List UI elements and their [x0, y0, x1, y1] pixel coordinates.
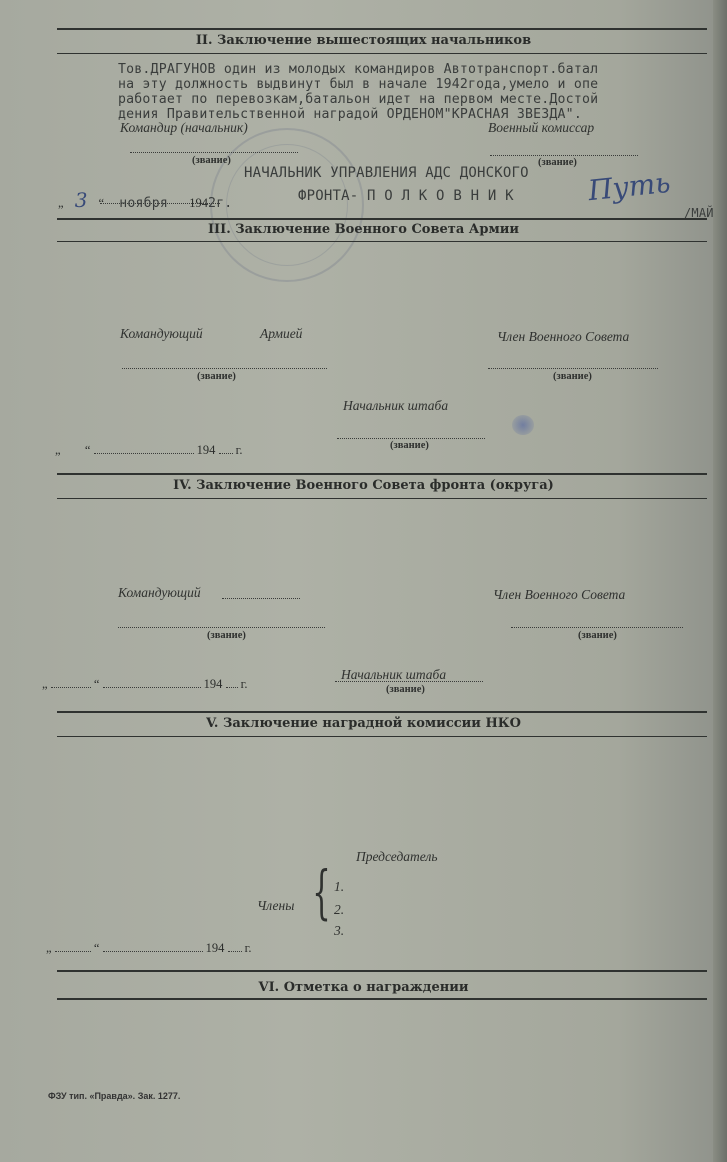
section3-date [55, 443, 242, 458]
rank-label-center: (звание) [386, 684, 425, 695]
commander-label: Командир (начальник) [120, 120, 248, 135]
section4-title: IV. Заключение Военного Совета фронта (округа) [173, 478, 554, 493]
ink-blot [512, 415, 534, 435]
member-1: 1. [334, 879, 345, 894]
date-year-suffix: г. [235, 443, 243, 457]
rank-label-left: (звание) [207, 630, 246, 641]
members-brace: { [312, 858, 331, 926]
army-label: Армией [260, 326, 303, 341]
date-month: ноября [119, 196, 169, 211]
rank-label-right: (звание) [553, 371, 592, 382]
typed-line-3: работает по перевозкам,батальон идет на первом месте.Достой [118, 92, 599, 107]
date-close-quote: “ [84, 443, 91, 457]
section-rule [57, 998, 707, 1000]
rank-label-center: (звание) [390, 440, 429, 451]
rank-label-left: (звание) [197, 371, 236, 382]
date-year: 194 [203, 677, 223, 691]
date-close-quote: “ [93, 677, 100, 691]
chairman-label: Председатель [356, 849, 438, 864]
date-open-quote: „ [46, 941, 52, 955]
rank-label-right: (звание) [538, 157, 577, 168]
section5-title: V. Заключение наградной комиссии НКО [206, 716, 521, 731]
date-year: 194 [205, 941, 225, 955]
section-rule [57, 28, 707, 30]
date-year: 194 [196, 443, 216, 457]
section-rule [57, 498, 707, 499]
handwritten-signature: Путь [586, 165, 672, 208]
council-member-label: Член Военного Совета [497, 329, 630, 344]
rank-line-center [335, 681, 483, 682]
section6-title: VI. Отметка о награждении [258, 980, 469, 995]
date-open-quote: „ [42, 677, 48, 691]
section2-title: II. Заключение вышестоящих начальников [195, 33, 532, 48]
rank-line-left [122, 368, 327, 369]
section-rule [57, 736, 707, 737]
date-year-suffix: г. [244, 941, 252, 955]
date-open-quote: „ [58, 196, 64, 210]
rank-line-center [337, 438, 485, 439]
members-label: Члены [257, 898, 295, 913]
section5-date [46, 941, 251, 956]
commissar-label: Военный комиссар [488, 120, 595, 135]
typed-line-1: Тов.ДРАГУНОВ один из молодых командиров Автотранспорт.батал [118, 62, 599, 77]
typed-position-line-1: НАЧАЛЬНИК УПРАВЛЕНИЯ АДС ДОНСКОГО [244, 165, 529, 181]
rank-label-right: (звание) [578, 630, 617, 641]
chief-of-staff-label: Начальник штаба [341, 667, 447, 682]
date-year-suffix: г. [240, 677, 248, 691]
section-rule [57, 473, 707, 475]
section3-title: III. Заключение Военного Совета Армии [207, 222, 520, 237]
rank-line-right [490, 155, 638, 156]
date-open-quote: „ [55, 443, 61, 457]
rank-line-left [130, 152, 298, 153]
section-rule [57, 53, 707, 54]
date-line [100, 203, 220, 204]
rank-line-right [488, 368, 658, 369]
section-rule [57, 241, 707, 242]
chief-of-staff-label: Начальник штаба [343, 398, 449, 413]
member-2: 2. [334, 902, 345, 917]
margin-note: /МАЙ [684, 206, 714, 220]
section-rule [57, 711, 707, 713]
date-day: 3 [74, 188, 88, 212]
typed-line-4: дения Правительственной наградой ОРДЕНОМ"КРАСНАЯ ЗВЕЗДА". [118, 107, 582, 122]
member-3: 3. [334, 923, 345, 938]
council-member-label: Член Военного Совета [493, 587, 626, 602]
date-year-suffix: 2г. [207, 196, 233, 211]
section-rule [57, 970, 707, 972]
rank-line-right [511, 627, 683, 628]
date-close-quote: “ [98, 196, 105, 210]
army-commander-label: Командующий [120, 326, 203, 341]
typed-line-2: на эту должность выдвинут был в начале 1942года,умело и опе [118, 77, 599, 92]
printer-imprint: ФЗУ тип. «Правда». Зак. 1277. [48, 1091, 181, 1101]
commander-line [222, 598, 300, 599]
date-year-prefix: 194 [189, 196, 208, 210]
typed-position-line-2: ФРОНТА- П О Л К О В Н И К [298, 188, 514, 204]
front-commander-label: Командующий [118, 585, 201, 600]
rank-line-left [118, 627, 325, 628]
section-rule [57, 218, 707, 220]
section2-date [58, 188, 232, 212]
date-close-quote: “ [93, 941, 100, 955]
section4-date [42, 677, 247, 692]
rank-label-left: (звание) [192, 155, 231, 166]
